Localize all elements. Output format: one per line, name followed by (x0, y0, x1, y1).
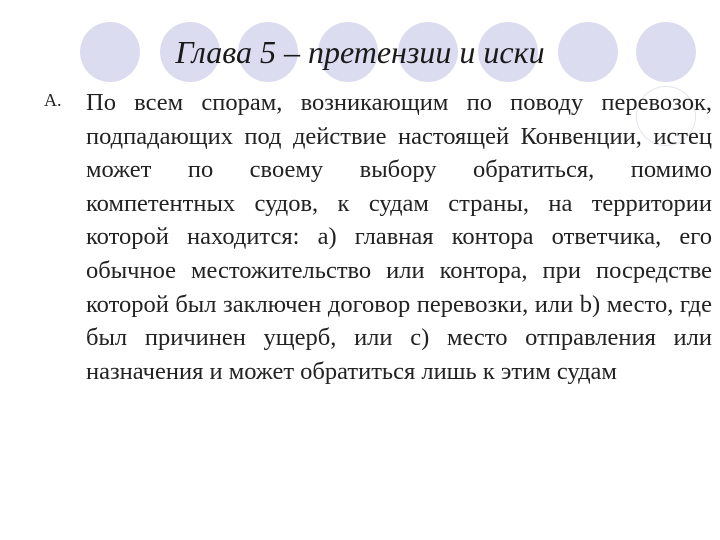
list-item-text: По всем спорам, возникающим по поводу перевозок, подпадающих под действие настоящей Конвенции, истец может по своему выбору обратиться, помимо компетентных судов, к судам страны, на территории которой находится: a) главная контора ответчика, его обычное местожительство или контора, при посредстве которой был заключен договор перевозки, или b) место, где был причинен ущерб, или c) место отправления или назначения и может обратиться лишь к этим судам (86, 89, 712, 385)
list-marker: A. (44, 90, 62, 110)
slide-title: Глава 5 – претензии и иски (175, 34, 545, 70)
